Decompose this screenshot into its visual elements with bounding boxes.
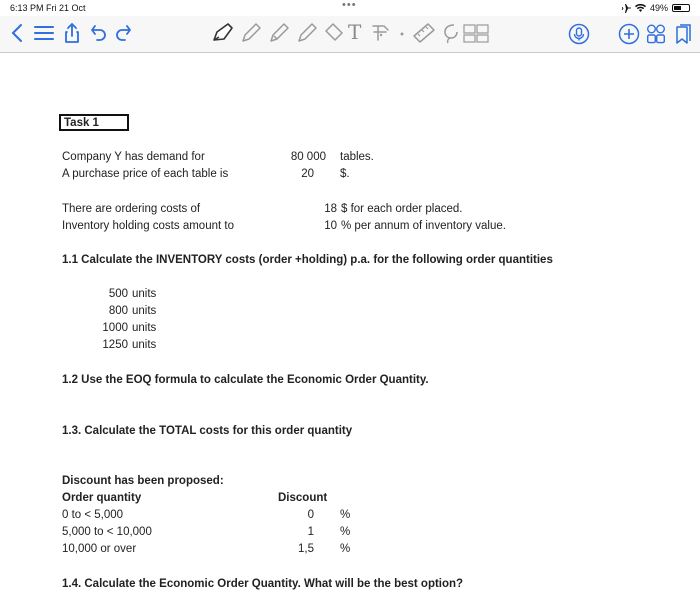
quantity-unit: units <box>132 339 157 351</box>
price-unit: $. <box>340 168 350 180</box>
discount-header: Discount <box>278 492 328 504</box>
holding-costs-unit: % per annum of inventory value. <box>341 220 506 232</box>
pen-tool-icon[interactable] <box>210 22 234 44</box>
demand-unit: tables. <box>340 151 374 163</box>
ordering-costs-value: 18 <box>324 203 337 215</box>
discount-unit: % <box>340 543 351 555</box>
tape-icon[interactable] <box>398 22 406 44</box>
ruler-icon[interactable] <box>412 22 436 44</box>
price-value: 20 <box>301 168 314 180</box>
quantity-unit: units <box>132 288 157 300</box>
status-time: 6:13 PM Fri 21 Oct <box>10 3 86 13</box>
shapes-icon[interactable] <box>370 22 392 44</box>
price-label: A purchase price of each table is <box>62 168 229 180</box>
quantity-value: 800 <box>108 305 128 317</box>
add-page-icon[interactable] <box>618 23 640 45</box>
wifi-icon <box>635 4 646 12</box>
highlighter-icon[interactable] <box>268 22 290 44</box>
demand-value: 80 000 <box>290 151 326 163</box>
discount-range: 0 to < 5,000 <box>62 509 124 521</box>
quantity-unit: units <box>132 305 157 317</box>
lasso-icon[interactable] <box>296 22 318 44</box>
order-quantity-header: Order quantity <box>62 492 142 504</box>
redo-icon[interactable] <box>114 22 132 44</box>
discount-value: 1 <box>307 526 314 538</box>
discount-range: 5,000 to < 10,000 <box>62 526 152 538</box>
bookmark-icon[interactable] <box>674 23 692 45</box>
multitasking-dots[interactable]: ••• <box>342 0 357 11</box>
discount-range: 10,000 or over <box>62 543 137 555</box>
stickers-icon[interactable] <box>440 22 460 44</box>
discount-value: 0 <box>307 509 314 521</box>
discount-unit: % <box>340 526 351 538</box>
eraser-icon[interactable] <box>322 22 344 44</box>
ordering-costs-label: There are ordering costs of <box>62 203 201 215</box>
text-tool-icon[interactable]: T <box>348 20 362 44</box>
question-1-2: 1.2 Use the EOQ formula to calculate the Economic Order Quantity. <box>62 374 429 386</box>
sidebar-menu-icon[interactable] <box>34 22 54 44</box>
question-1-1: 1.1 Calculate the INVENTORY costs (order +holding) p.a. for the following order quantities <box>62 254 553 266</box>
ordering-costs-unit: $ for each order placed. <box>341 203 463 215</box>
question-1-4: 1.4. Calculate the Economic Order Quantity. What will be the best option? <box>62 578 464 590</box>
airplane-icon <box>621 4 631 13</box>
battery-percentage: 49% <box>649 3 668 13</box>
question-1-3: 1.3. Calculate the TOTAL costs for this order quantity <box>62 425 353 437</box>
task-title-box <box>59 114 129 131</box>
quantity-unit: units <box>132 322 157 334</box>
quantity-value: 500 <box>108 288 128 300</box>
page-grid-icon[interactable] <box>646 23 666 45</box>
microphone-icon[interactable] <box>568 23 590 45</box>
quantity-value: 1250 <box>102 339 128 351</box>
holding-costs-value: 10 <box>324 220 337 232</box>
discount-intro: Discount has been proposed: <box>62 475 224 487</box>
task-title: Task 1 <box>64 117 99 129</box>
holding-costs-label: Inventory holding costs amount to <box>62 220 234 232</box>
share-icon[interactable] <box>64 22 80 44</box>
demand-label: Company Y has demand for <box>62 151 205 163</box>
image-grid-icon[interactable] <box>462 22 490 44</box>
undo-icon[interactable] <box>90 22 108 44</box>
back-chevron-icon[interactable] <box>10 22 24 44</box>
discount-value: 1,5 <box>298 543 314 555</box>
battery-icon <box>672 4 690 12</box>
status-bar <box>0 0 700 16</box>
pencil-icon[interactable] <box>240 22 262 44</box>
quantity-value: 1000 <box>102 322 128 334</box>
app-toolbar <box>0 16 700 53</box>
discount-unit: % <box>340 509 351 521</box>
document-page <box>0 53 700 610</box>
status-right <box>621 3 690 13</box>
